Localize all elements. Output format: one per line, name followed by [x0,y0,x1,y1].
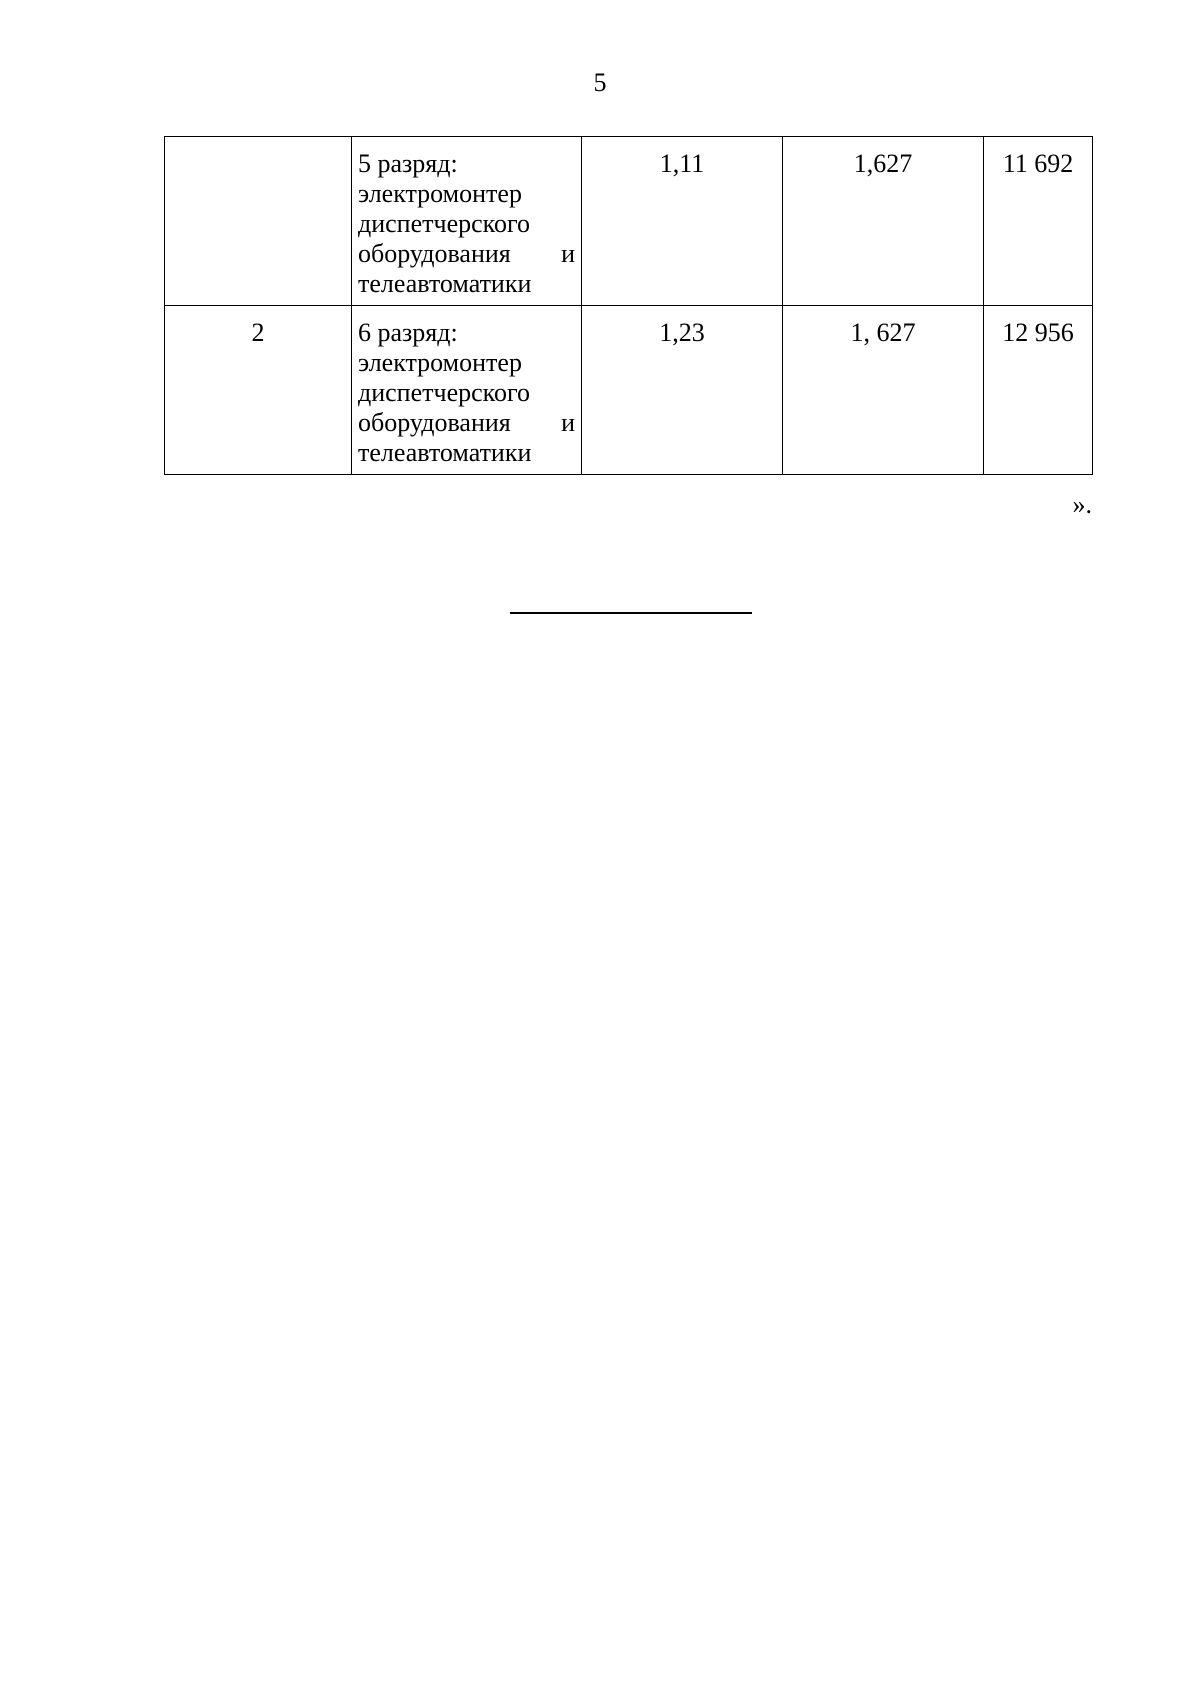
row-number-cell: 2 [165,306,352,475]
amount-cell: 11 692 [984,137,1093,306]
amount-cell: 12 956 [984,306,1093,475]
position-name-cell [352,137,582,306]
position-name-word: оборудования [358,408,511,437]
position-name-line [358,239,575,269]
position-grade: 5 разряд: [358,149,458,178]
coefficient-cell: 1, 627 [783,306,984,475]
page-number: 5 [593,68,607,97]
position-name-line: электромонтер [358,179,522,208]
position-name-line: электромонтер [358,348,522,377]
table-row [165,137,1093,306]
position-name-cell [352,306,582,475]
position-name-line: диспетчерского [358,378,530,407]
position-name-word: и [561,239,575,268]
row-number-cell [165,137,352,306]
position-name-line: телеавтоматики [358,438,532,467]
position-grade: 6 разряд: [358,318,458,347]
position-name-line: телеавтоматики [358,269,532,298]
data-table [164,136,1093,475]
separator-line [510,612,752,614]
position-name-line: диспетчерского [358,209,530,238]
coefficient-cell: 1,627 [783,137,984,306]
coefficient-cell: 1,23 [582,306,783,475]
position-name-word: и [561,408,575,437]
coefficient-cell: 1,11 [582,137,783,306]
closing-quote: ». [1072,490,1092,519]
position-name-word: оборудования [358,239,511,268]
position-name-line [358,408,575,438]
table-row [165,306,1093,475]
